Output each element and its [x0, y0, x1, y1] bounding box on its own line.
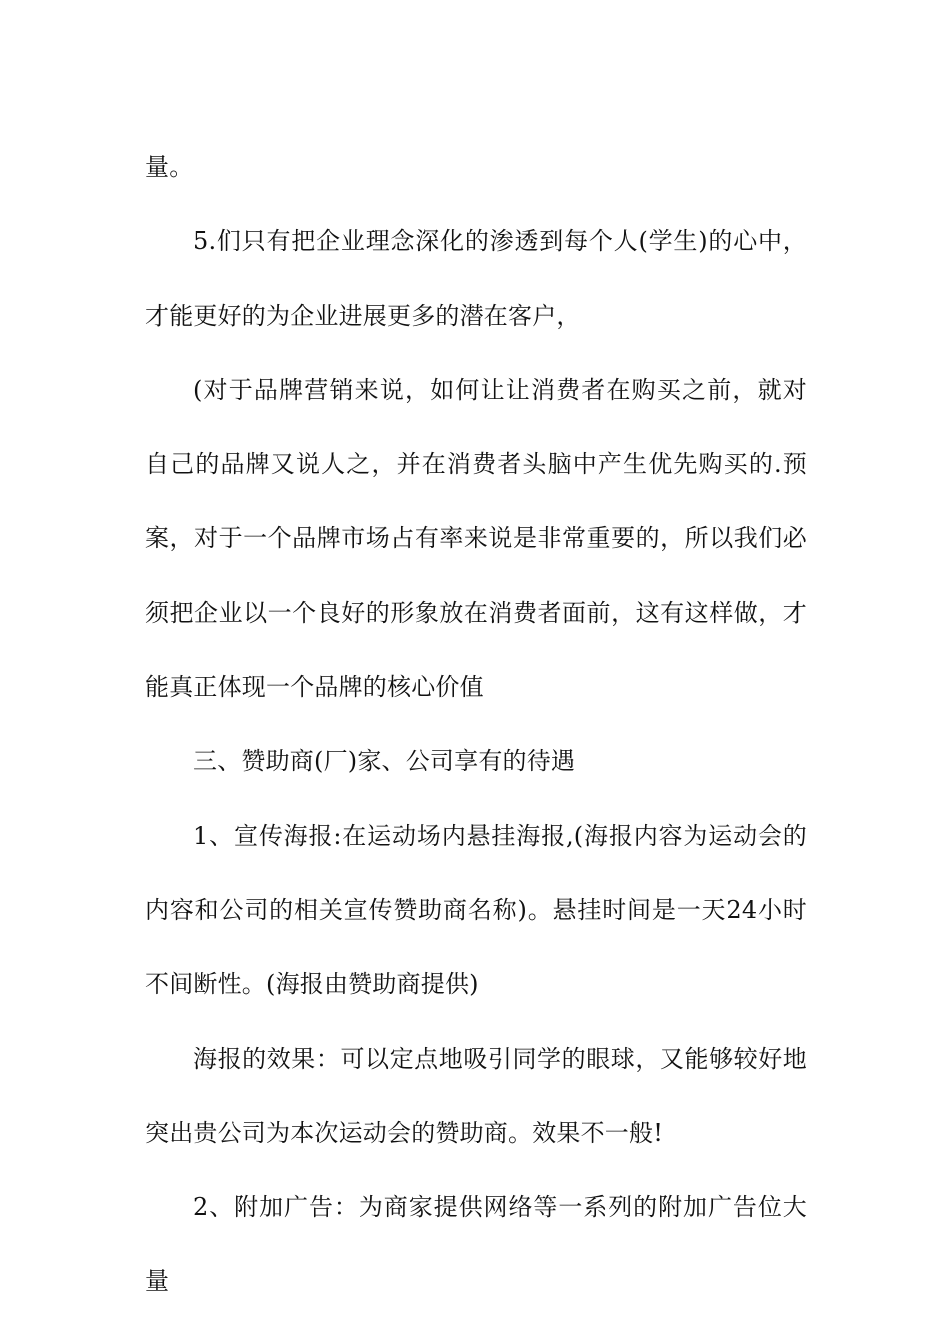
document-body [145, 130, 807, 1319]
paragraph-poster: 1、宣传海报:在运动场内悬挂海报,(海报内容为运动会的内容和公司的相关宣传赞助商名称)。悬挂时间是一天24小时不间断性。(海报由赞助商提供) [145, 821, 807, 999]
paragraph-extra-ads: 2、附加广告：为商家提供网络等一系列的附加广告位大量 [145, 1193, 807, 1296]
paragraph-poster-effect: 海报的效果：可以定点地吸引同学的眼球，又能够较好地突出贵公司为本次运动会的赞助商。效果不一般! [145, 1044, 807, 1147]
section-heading-sponsor-benefits: 三、赞助商(厂)家、公司享有的待遇 [193, 747, 576, 776]
paragraph-continuation: 量。 [145, 153, 194, 181]
paragraph-brand-marketing: (对于品牌营销来说，如何让让消费者在购买之前，就对自己的品牌又说人之，并在消费者头脑中产生优先购买的.预案，对于一个品牌市场占有率来说是非常重要的，所以我们必须把企业以一个良好的形象放在消费者面前，这有这样做，才能真正体现一个品牌的核心价值 [145, 375, 807, 702]
paragraph-point-5: 5.们只有把企业理念深化的渗透到每个人(学生)的心中，才能更好的为企业进展更多的潜在客户， [145, 227, 807, 330]
